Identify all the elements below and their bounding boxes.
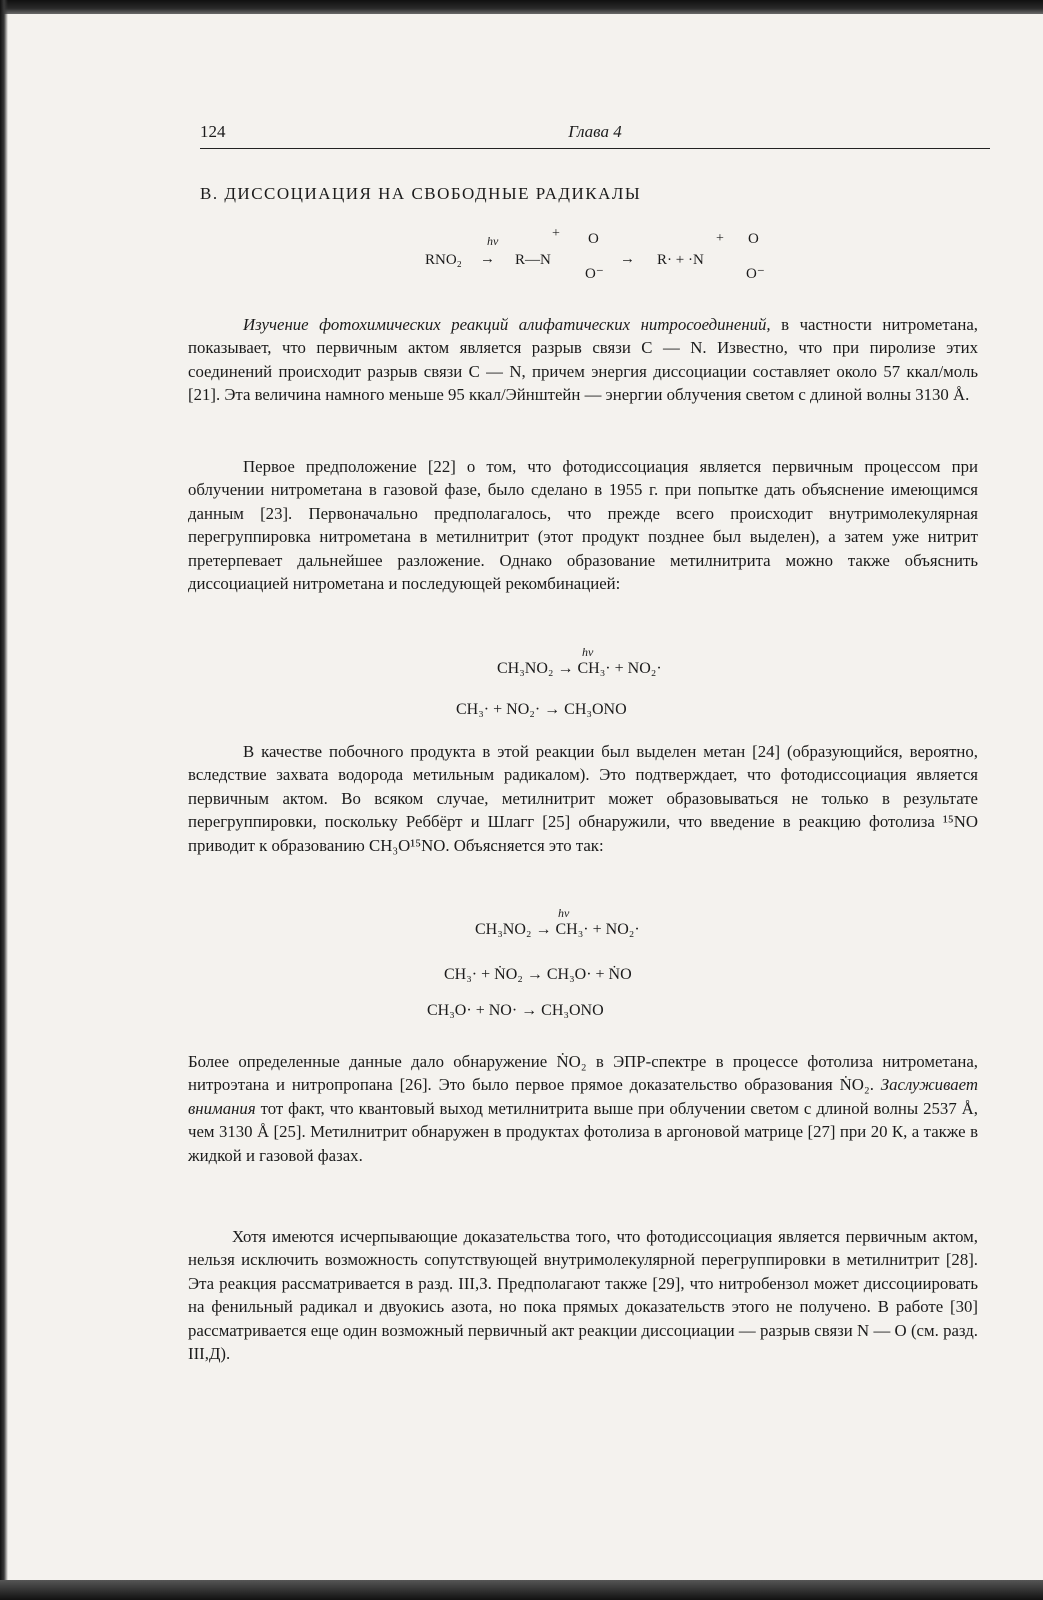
scheme3-line-1: CH₃NO₂ → CH₃· + NO₂· xyxy=(475,921,640,938)
scan-edge-left xyxy=(0,0,8,1600)
scheme1-plus-1: + xyxy=(552,226,560,241)
paragraph-4-text: Более определенные данные дало обнаружение ṄO₂ в ЭПР-спектре в процессе фотолиза нитрометана, нитроэтана и нитропропана [26]. Это было первое прямое доказательство образования ṄO₂. xyxy=(188,1052,978,1095)
scheme1-product: R· + ·N xyxy=(657,252,704,268)
scheme1-reactant: RNO₂ xyxy=(425,252,462,268)
scan-edge-top xyxy=(0,0,1043,14)
paragraph-3: В качестве побочного продукта в этой реакции был выделен метан [24] (образующийся, вероятно, вследствие захвата водорода метильным радикалом). Это подтверждает, что фотодиссоциация является первичным актом. Во всяком случае, метилнитрит может образовываться не только в результате перегруппировки, поскольку Реббёрт и Шлагг [25] обнаружили, что введение в реакцию фотолиза ¹⁵NO приводит к образованию CH₃O¹⁵NO. Объясняется это так: xyxy=(188,742,978,855)
scheme1-intermediate: R—N xyxy=(515,252,551,268)
paragraph-2: Первое предположение [22] о том, что фотодиссоциация является первичным процессом при облучении нитрометана в газовой фазе, было сделано в 1955 г. при попытке дать объяснение имеющимся данным [23]. Первоначально предполагалось, что прежде всего происходит внутримолекулярная перегруппировка нитрометана в метилнитрит (этот продукт позднее был выделен), а затем уже нитрит претерпевает дальнейшее разложение. Однако образование метилнитрита можно также объяснить диссоциацией нитрометана и последующей рекомбинацией: xyxy=(188,457,978,594)
chapter-title: Глава 4 xyxy=(568,122,622,141)
running-header xyxy=(200,122,990,149)
paragraph-4-rest: тот факт, что квантовый выход метилнитрита выше при облучении светом с длиной волны 2537 Å, чем 3130 Å [25]. Метилнитрит обнаружен в продуктах фотолиза в аргоновой матрице [27] при 20 К, а также в жидкой и газовой фазах. xyxy=(188,1098,978,1165)
paragraph-5: Хотя имеются исчерпывающие доказательства того, что фотодиссоциация является первичным актом, нельзя исключить возможность сопутствующей внутримолекулярной перегруппировки в метилнитрит [28]. Эта реакция рассматривается в разд. III,З. Предполагают также [29], что нитробензол может диссоциировать на фенильный радикал и двуокись азота, но пока прямых доказательств этого не получено. В работе [30] рассматривается еще один возможный первичный акт реакции диссоциации — разрыв связи N — O (см. разд. III,Д). xyxy=(188,1227,978,1364)
paragraph-4-italic: Заслуживает внимания xyxy=(188,1075,978,1118)
paragraph-1-lead: Изучение фотохимических реакций алифатических нитросоединений, xyxy=(243,315,771,334)
scheme1-o-top-1: O xyxy=(588,231,599,247)
scheme2-line-1: CH₃NO₂ → CH₃· + NO₂· xyxy=(497,660,662,677)
scheme1-o-bottom-1: O⁻ xyxy=(585,266,604,282)
scheme1-o-bottom-2: O⁻ xyxy=(746,266,765,282)
scheme3-line-2: CH₃· + ṄO₂ → CH₃O· + ṄO xyxy=(444,966,632,983)
scheme1-hv: hv xyxy=(487,234,499,248)
scan-edge-bottom xyxy=(0,1580,1043,1600)
page-number: 124 xyxy=(200,122,226,141)
scheme2-line-2: CH₃· + NO₂· → CH₃ONO xyxy=(456,701,627,718)
paragraph-1 xyxy=(188,313,978,407)
paragraph-4 xyxy=(188,1050,978,1167)
scheme3-hv: hv xyxy=(558,906,570,920)
scheme1-o-top-2: O xyxy=(748,231,759,247)
scheme3-line-3: CH₃O· + NO· → CH₃ONO xyxy=(427,1002,604,1019)
paragraph-1-rest: в частности нитрометана, показывает, что первичным актом является разрыв связи C — N. Известно, что при пиролизе этих соединений происходит разрыв связи C — N, причем энергия диссоциации составляет около 57 ккал/моль [21]. Эта величина намного меньше 95 ккал/Эйнштейн — энергии облучения светом с длиной волны 3130 Å. xyxy=(188,315,978,405)
scheme1-plus-2: + xyxy=(716,231,724,246)
scheme1-arrow-2: → xyxy=(620,251,635,267)
scheme1-arrow-1: → xyxy=(480,251,495,267)
scheme2-hv: hv xyxy=(582,645,594,659)
section-title: В. ДИССОЦИАЦИЯ НА СВОБОДНЫЕ РАДИКАЛЫ xyxy=(200,184,642,203)
